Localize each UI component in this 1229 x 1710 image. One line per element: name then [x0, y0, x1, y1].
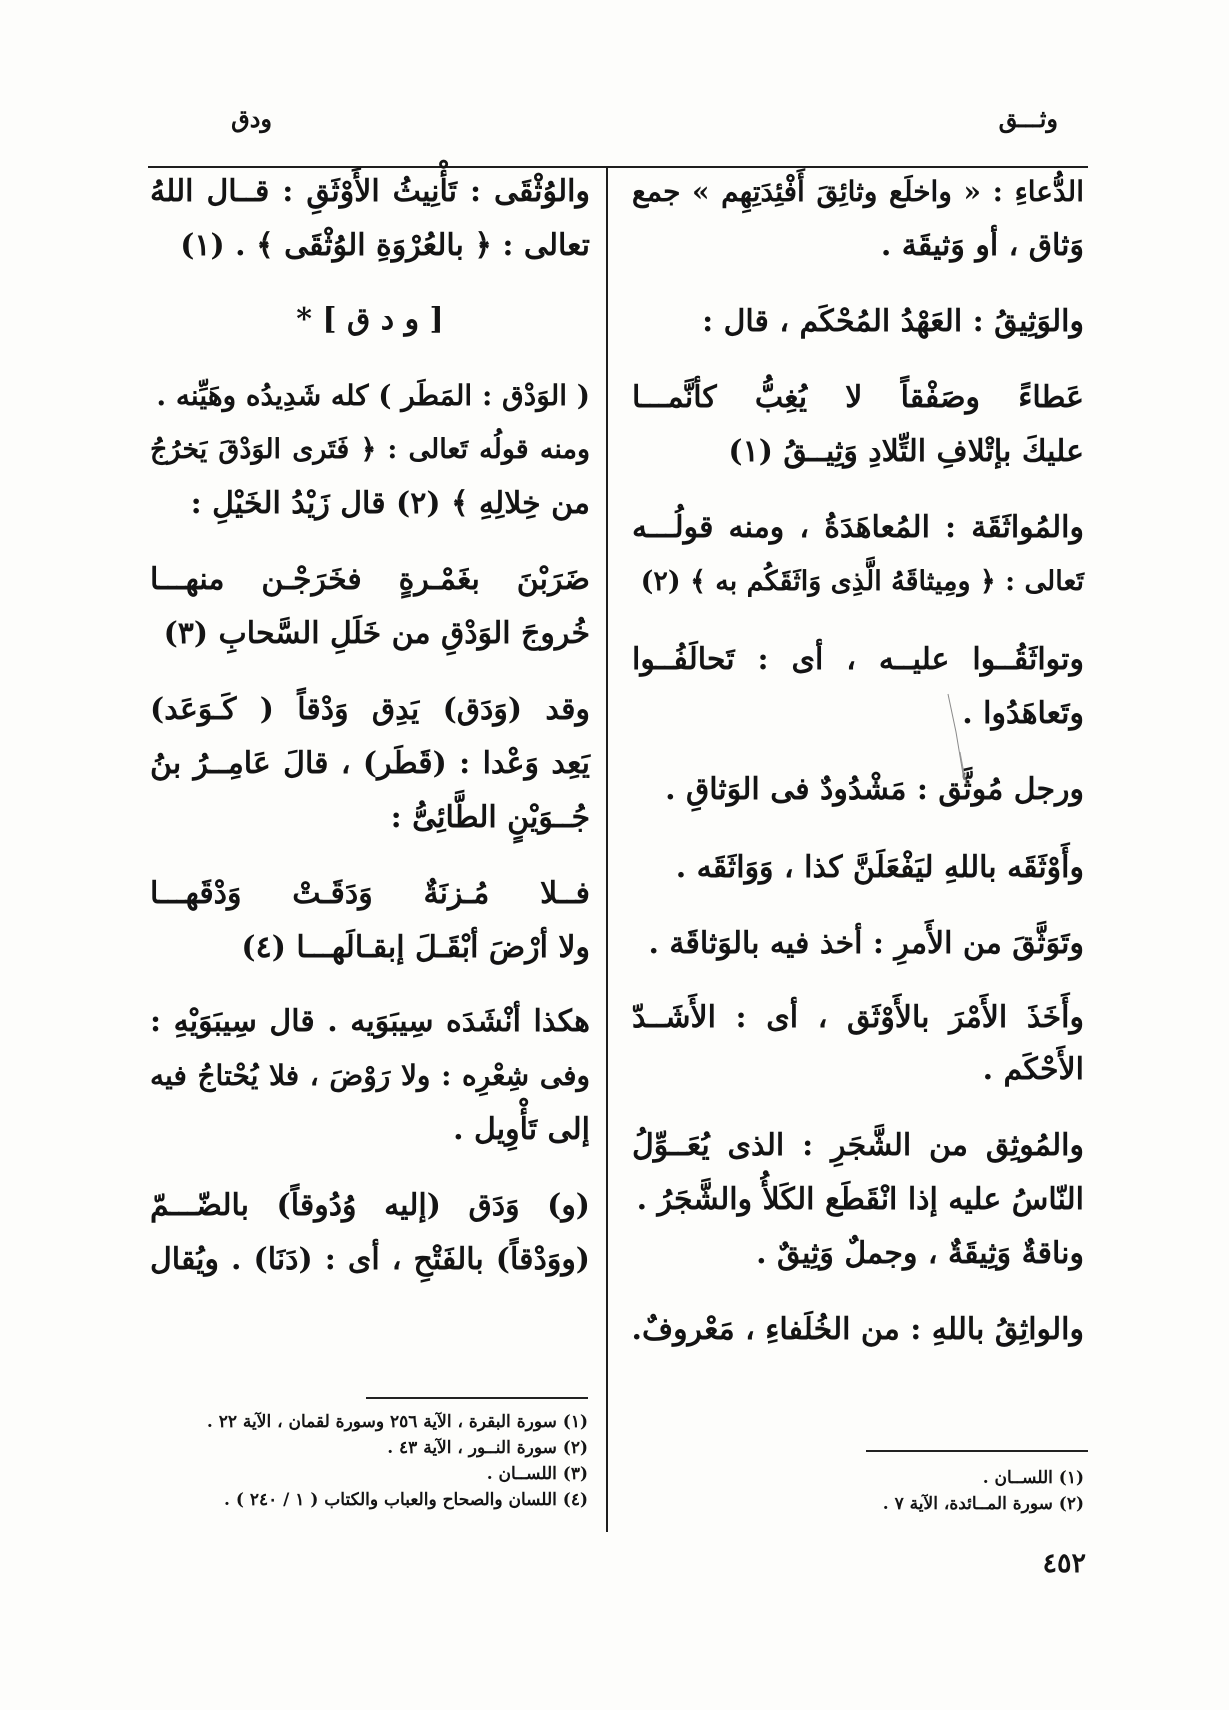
- text-line: تَعالى : ﴿ ومِيثاقَهُ الَّذِى وَاثَقَكُم به ﴾ (٢): [640, 566, 1084, 597]
- text-line: وأَوْثَقَه باللهِ ليَفْعَلَنَّ كذا ، وَوَاثَقَه .: [675, 850, 1084, 885]
- footnote: (٢) سورة المــائدة، الآية ٧ .: [882, 1494, 1084, 1514]
- footnote: (٣) اللســان .: [486, 1464, 588, 1484]
- text-line: وأَخَذَ الأَمْرَ بالأَوْثَق ، أى : الأَشَــدّ: [632, 1000, 1084, 1035]
- text-line: والمُواثَقَة : المُعاهَدَةُ ، ومنه قولُـــه: [632, 510, 1084, 545]
- text-line: ( الوَدْق : المَطَر ) كله شَدِيدُه وهَيِّنه .: [156, 379, 590, 412]
- text-line: والمُوثِق من الشَّجَرِ : الذى يُعَــوِّلُ: [632, 1128, 1084, 1163]
- footnote-rule-right: [866, 1450, 1088, 1452]
- verse-line: ضَرَبْنَ بغَمْـرةٍ فخَرَجْـن منهـــا: [150, 562, 590, 597]
- verse-line: ولا أرْضَ أبْقَـلَ إبقـالَهـــا (٤): [241, 930, 590, 965]
- text-line: وتَوَثَّقَ من الأَمرِ : أخذ فيه بالوَثاقَة .: [648, 926, 1084, 961]
- text-line: وقد (وَدَق) يَدِق وَدْقاً ( كَـوَعَد): [150, 692, 590, 727]
- verse-line: عَطاءً وصَفْقاً لا يُغِبُّ كأنَّمـــا: [632, 380, 1084, 415]
- text-line: وَثاق ، أو وَثيقَة .: [880, 228, 1084, 263]
- text-line: ورجل مُوثَّق : مَشْدُودٌ فى الوَثاقِ .: [665, 772, 1084, 807]
- text-line: وتواثَقُــوا عليــه ، أى : تَحالَفُــوا: [632, 642, 1084, 677]
- text-line: وفى شِعْرِه : ولا رَوْضَ ، فلا يُحْتاجُ فيه: [150, 1059, 590, 1092]
- column-divider: [606, 166, 608, 1532]
- header-rule: [148, 166, 1088, 168]
- text-line: (و) وَدَق (إليه وُدُوقاً) بالضّـــمّ: [150, 1188, 590, 1223]
- text-line: وناقةٌ وَثِيقَةٌ ، وجملٌ وَثِيقٌ .: [756, 1236, 1084, 1271]
- text-line: من خِلالِهِ ﴾ (٢) قال زَيْدُ الخَيْلِ :: [190, 486, 590, 521]
- text-line: (ووَدْقاً) بالفَتْحِ ، أى : (دَنَا) . ويُقال: [150, 1242, 590, 1277]
- text-line: النّاسُ عليه إذا انْقَطَع الكَلأُ والشَّجَرُ .: [636, 1182, 1084, 1217]
- footnote: (١) سورة البقرة ، الآية ٢٥٦ وسورة لقمان ، الآية ٢٢ .: [206, 1412, 588, 1432]
- text-line: هكذا أنْشَدَه سِيبَوَيه . قال سِيبَوَيْهِ :: [150, 1004, 590, 1039]
- text-line: يَعِد وَعْدا : (قَطَر) ، قالَ عَامِــرُ بنُ: [150, 746, 590, 781]
- footnote: (٤) اللسان والصحاح والعباب والكتاب ( ١ / ٢٤٠ ) .: [224, 1490, 588, 1510]
- verse-line: عليكَ بإتْلافِ التِّلادِ وَثِيــقُ (١): [728, 434, 1084, 469]
- running-head-left: ودق: [231, 104, 272, 133]
- running-head-right: وثـــق: [998, 104, 1058, 133]
- text-line: الدُّعاءِ : « واخلَع وثائِقَ أَفْئِدَتِهِم » جمع: [632, 175, 1084, 208]
- text-line: والوَثِيقُ : العَهْدُ المُحْكَم ، قال :: [702, 304, 1084, 339]
- text-line: الأَحْكَم .: [982, 1052, 1084, 1087]
- text-line: ومنه قولُه تَعالى : ﴿ فَتَرى الوَدْقَ يَخرُجُ: [150, 434, 590, 465]
- text-line: وتَعاهَدُوا .: [962, 696, 1084, 731]
- text-line: جُــوَيْنٍ الطَّائِىُّ :: [390, 800, 590, 835]
- pencil-mark: [944, 692, 970, 788]
- text-line: والوُثْقَى : تَأْنِيثُ الأَوْثَقِ : قــال اللهُ: [150, 174, 590, 209]
- footnote-rule-left: [366, 1397, 588, 1399]
- entry-heading: [ و د ق ] *: [296, 302, 444, 337]
- verse-line: فــلا مُـزنَةٌ وَدَقَـتْ وَدْقَهـــا: [150, 876, 590, 911]
- footnote: (١) اللســان .: [982, 1468, 1084, 1488]
- verse-line: خُروجَ الوَدْقِ من خَلَلِ السَّحابِ (٣): [163, 616, 590, 651]
- text-line: إلى تَأْوِيل .: [453, 1112, 590, 1147]
- text-line: والواثِقُ باللهِ : من الخُلَفاءِ ، مَعْروفٌ.: [631, 1312, 1084, 1347]
- footnote: (٢) سورة النــور ، الآية ٤٣ .: [387, 1438, 588, 1458]
- text-line: تعالى : ﴿ بالعُرْوَةِ الوُثْقَى ﴾ . (١): [180, 228, 590, 263]
- page-number: ٤٥٢: [1042, 1548, 1086, 1579]
